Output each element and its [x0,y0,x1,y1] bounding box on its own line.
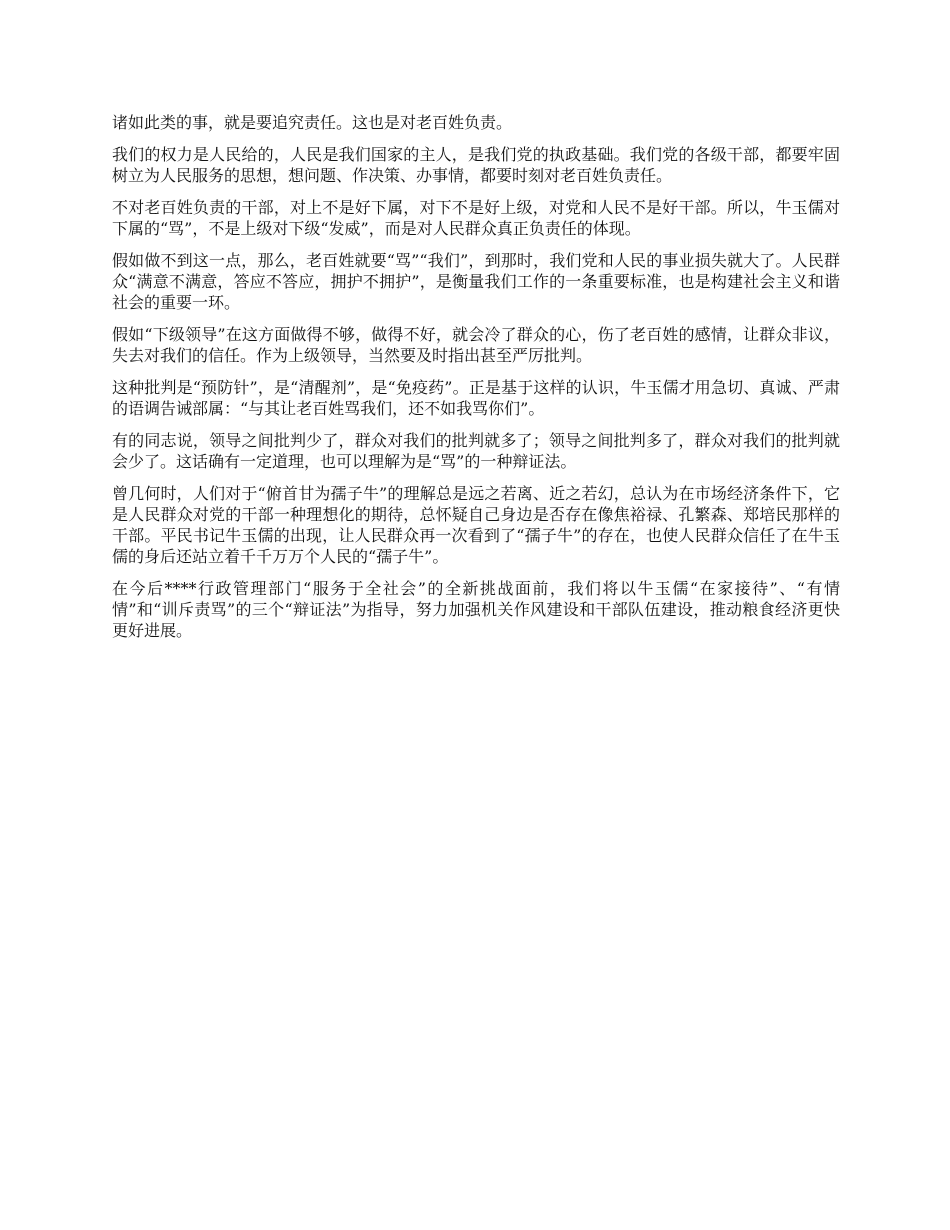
paragraph-7: 有的同志说，领导之间批判少了，群众对我们的批判就多了；领导之间批判多了，群众对我们的批判就会少了。这话确有一定道理，也可以理解为是“骂”的一种辩证法。 [112,431,840,471]
paragraph-3: 不对老百姓负责的干部，对上不是好下属，对下不是好上级，对党和人民不是好干部。所以，牛玉儒对下属的“骂”，不是上级对下级“发威”，而是对人民群众真正负责任的体现。 [112,198,840,238]
paragraph-2: 我们的权力是人民给的，人民是我们国家的主人，是我们党的执政基础。我们党的各级干部，都要牢固树立为人民服务的思想，想问题、作决策、办事情，都要时刻对老百姓负责任。 [112,145,840,185]
paragraph-9: 在今后****行政管理部门“服务于全社会”的全新挑战面前，我们将以牛玉儒“在家接待”、“有情情”和“训斥责骂”的三个“辩证法”为指导，努力加强机关作风建设和干部队伍建设，推动粮食经济更快更好进展。 [112,579,840,640]
paragraph-1: 诸如此类的事，就是要追究责任。这也是对老百姓负责。 [112,113,513,132]
document-page [112,112,840,652]
paragraph-5: 假如“下级领导”在这方面做得不够，做得不好，就会冷了群众的心，伤了老百姓的感情，让群众非议，失去对我们的信任。作为上级领导，当然要及时指出甚至严厉批判。 [112,325,840,365]
paragraph-6: 这种批判是“预防针”，是“清醒剂”，是“免疫药”。正是基于这样的认识，牛玉儒才用急切、真诚、严肃的语调告诫部属：“与其让老百姓骂我们，还不如我骂你们”。 [112,378,840,418]
paragraph-4: 假如做不到这一点，那么，老百姓就要“骂”“我们”，到那时，我们党和人民的事业损失就大了。人民群众“满意不满意，答应不答应，拥护不拥护”，是衡量我们工作的一条重要标准，也是构建社会主义和谐社会的重要一环。 [112,251,840,312]
paragraph-8: 曾几何时，人们对于“俯首甘为孺子牛”的理解总是远之若离、近之若幻，总认为在市场经济条件下，它是人民群众对党的干部一种理想化的期待，总怀疑自己身边是否存在像焦裕禄、孔繁森、郑培民那样的干部。平民书记牛玉儒的出现，让人民群众再一次看到了“孺子牛”的存在，也使人民群众信任了在牛玉儒的身后还站立着千千万万个人民的“孺子牛”。 [112,484,840,566]
